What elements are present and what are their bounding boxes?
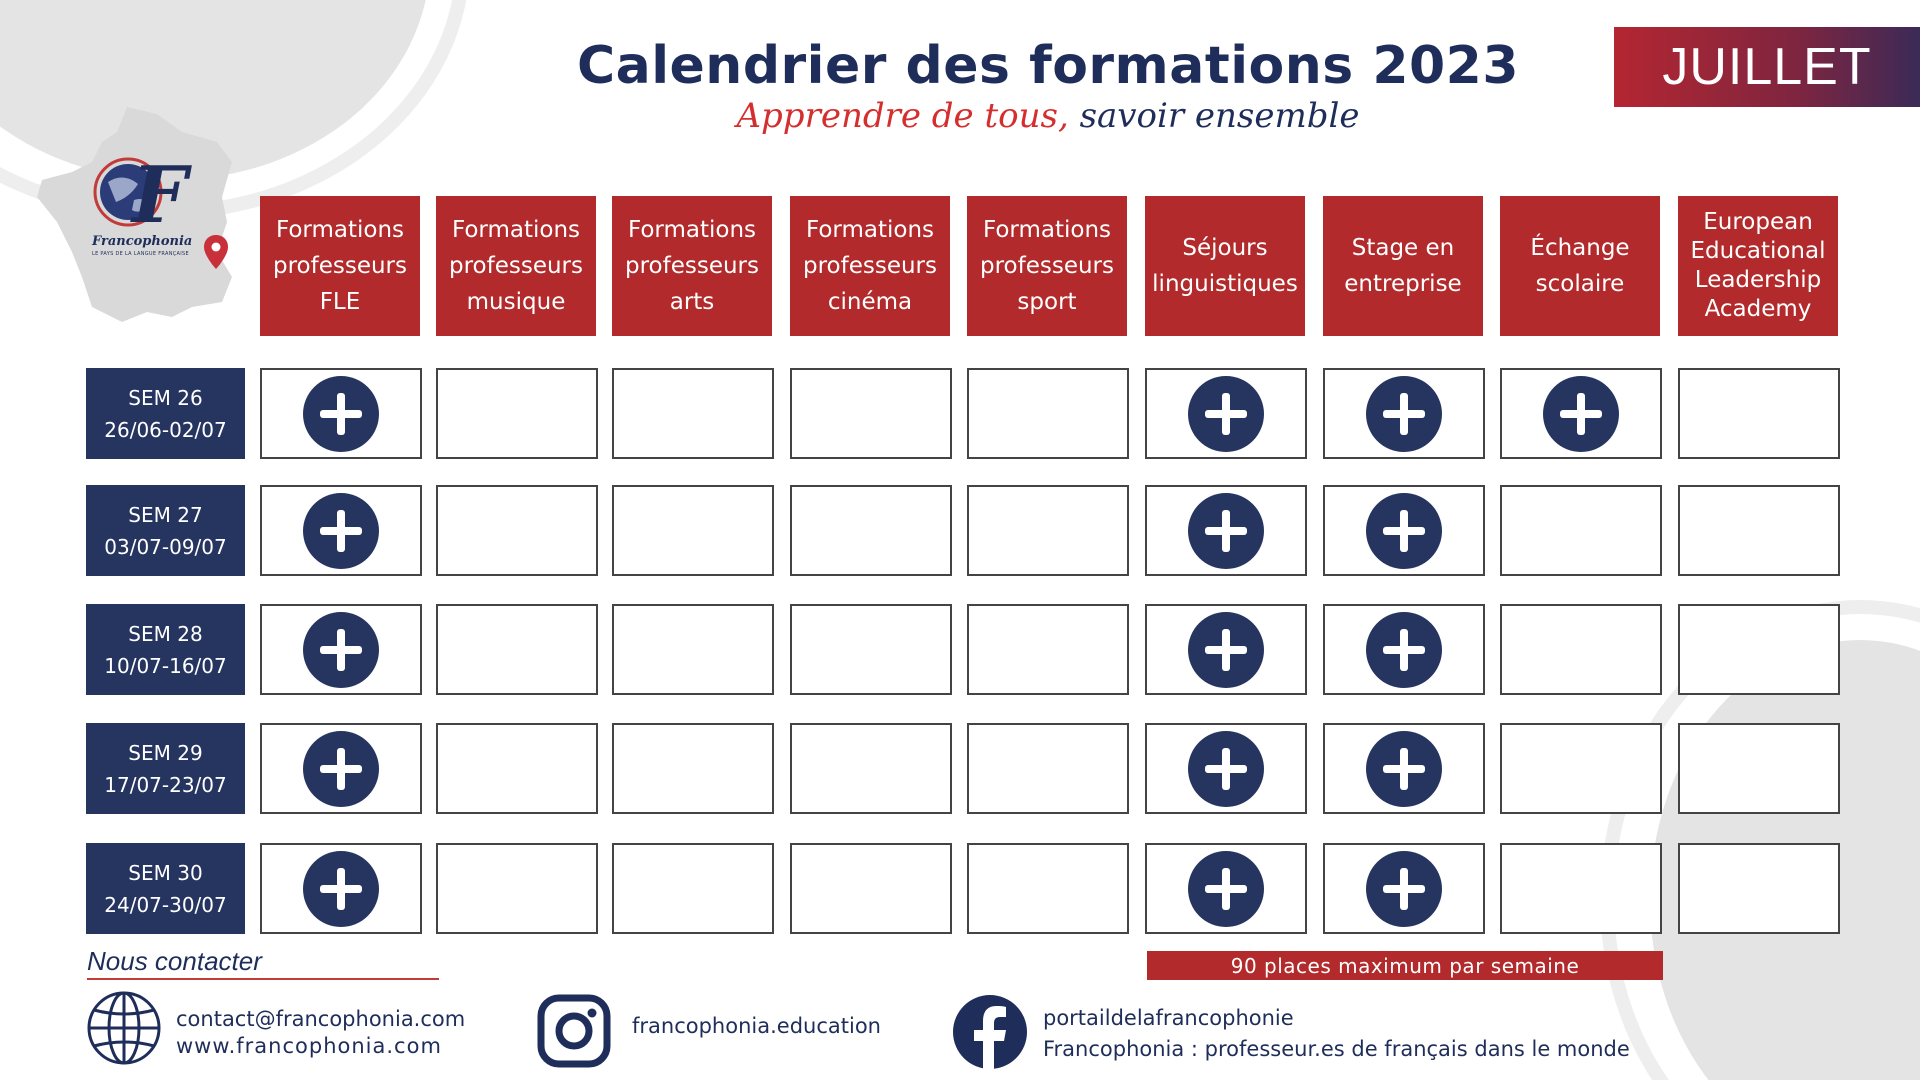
calendar-cell [790, 368, 952, 459]
calendar-cell [612, 604, 774, 695]
calendar-cell [612, 723, 774, 814]
week-label: SEM 28 [128, 621, 203, 646]
month-badge: JUILLET [1614, 27, 1920, 107]
contact-divider [87, 978, 439, 980]
facebook-icon[interactable] [952, 994, 1028, 1070]
column-header: Formations professeurs musique [436, 196, 596, 336]
calendar-cell [790, 604, 952, 695]
add-plus-icon[interactable] [303, 493, 379, 569]
calendar-cell [436, 723, 598, 814]
week-label: SEM 27 [128, 502, 203, 527]
calendar-cell [1500, 485, 1662, 576]
calendar-cell[interactable] [1323, 723, 1485, 814]
calendar-cell [1678, 604, 1840, 695]
calendar-cell[interactable] [1323, 485, 1485, 576]
add-plus-icon[interactable] [1188, 376, 1264, 452]
week-header [86, 485, 245, 576]
calendar-cell[interactable] [260, 723, 422, 814]
calendar-cell [967, 368, 1129, 459]
calendar-cell [967, 485, 1129, 576]
calendar-cell[interactable] [1500, 368, 1662, 459]
calendar-cell [967, 604, 1129, 695]
week-dates: 03/07-09/07 [104, 534, 227, 559]
calendar-cell [436, 485, 598, 576]
calendar-cell [1678, 843, 1840, 934]
week-header [86, 723, 245, 814]
calendar-cell [967, 843, 1129, 934]
week-label: SEM 29 [128, 740, 203, 765]
calendar-cell[interactable] [1323, 604, 1485, 695]
week-dates: 10/07-16/07 [104, 653, 227, 678]
calendar-cell [612, 843, 774, 934]
add-plus-icon[interactable] [1366, 851, 1442, 927]
calendar-cell[interactable] [260, 368, 422, 459]
calendar-cell[interactable] [1145, 843, 1307, 934]
add-plus-icon[interactable] [1188, 731, 1264, 807]
calendar-cell [1678, 723, 1840, 814]
add-plus-icon[interactable] [1188, 493, 1264, 569]
week-header [86, 604, 245, 695]
contact-website-link[interactable]: www.francophonia.com [176, 1034, 442, 1058]
instagram-icon[interactable] [537, 994, 611, 1068]
calendar-cell [790, 485, 952, 576]
contact-email-link[interactable]: contact@francophonia.com [176, 1007, 466, 1031]
column-header: Formations professeurs sport [967, 196, 1127, 336]
add-plus-icon[interactable] [303, 851, 379, 927]
calendar-cell[interactable] [1145, 485, 1307, 576]
week-header [86, 368, 245, 459]
add-plus-icon[interactable] [1188, 612, 1264, 688]
column-header: Échange scolaire [1500, 196, 1660, 336]
calendar-cell[interactable] [260, 604, 422, 695]
calendar-cell[interactable] [1145, 368, 1307, 459]
calendar-cell [1678, 368, 1840, 459]
column-header: Séjours linguistiques [1145, 196, 1305, 336]
svg-text:F: F [132, 152, 188, 236]
column-header: Formations professeurs arts [612, 196, 772, 336]
page-title: Calendrier des formations 2023 [576, 36, 1520, 96]
week-header [86, 843, 245, 934]
calendar-cell [967, 723, 1129, 814]
facebook-page-link[interactable]: portaildelafrancophonie [1043, 1006, 1294, 1030]
calendar-cell [436, 843, 598, 934]
calendar-cell [1500, 723, 1662, 814]
map-pin-icon [203, 234, 229, 270]
calendar-cell [1678, 485, 1840, 576]
column-header: Formations professeurs cinéma [790, 196, 950, 336]
calendar-cell[interactable] [1323, 368, 1485, 459]
add-plus-icon[interactable] [1366, 493, 1442, 569]
week-dates: 24/07-30/07 [104, 892, 227, 917]
calendar-cell[interactable] [260, 485, 422, 576]
add-plus-icon[interactable] [1366, 731, 1442, 807]
logo-name: Francophonia [92, 234, 193, 249]
calendar-cell [790, 843, 952, 934]
week-label: SEM 26 [128, 385, 203, 410]
add-plus-icon[interactable] [1188, 851, 1264, 927]
column-header: Stage en entreprise [1323, 196, 1483, 336]
calendar-cell [790, 723, 952, 814]
calendar-cell [612, 485, 774, 576]
logo-tagline: LE PAYS DE LA LANGUE FRANÇAISE [92, 251, 189, 257]
add-plus-icon[interactable] [303, 376, 379, 452]
instagram-handle-link[interactable]: francophonia.education [632, 1014, 881, 1038]
subtitle-red: Apprendre de tous, [736, 96, 1069, 136]
francophonia-logo [88, 152, 198, 236]
calendar-cell [436, 368, 598, 459]
week-label: SEM 30 [128, 860, 203, 885]
capacity-note: 90 places maximum par semaine [1147, 951, 1663, 980]
globe-icon [86, 990, 162, 1066]
add-plus-icon[interactable] [1366, 612, 1442, 688]
week-dates: 17/07-23/07 [104, 772, 227, 797]
week-dates: 26/06-02/07 [104, 417, 227, 442]
add-plus-icon[interactable] [303, 731, 379, 807]
add-plus-icon[interactable] [1543, 376, 1619, 452]
calendar-cell[interactable] [260, 843, 422, 934]
calendar-cell [1500, 604, 1662, 695]
subtitle-blue: savoir ensemble [1068, 96, 1360, 136]
calendar-cell [612, 368, 774, 459]
facebook-group-link[interactable]: Francophonia : professeur.es de français dans le monde [1043, 1037, 1630, 1061]
calendar-cell [1500, 843, 1662, 934]
calendar-cell[interactable] [1145, 604, 1307, 695]
calendar-cell[interactable] [1323, 843, 1485, 934]
calendar-cell[interactable] [1145, 723, 1307, 814]
calendar-cell [436, 604, 598, 695]
contact-heading: Nous contacter [87, 946, 262, 976]
add-plus-icon[interactable] [303, 612, 379, 688]
column-header: Formations professeurs FLE [260, 196, 420, 336]
add-plus-icon[interactable] [1366, 376, 1442, 452]
column-header: European Educational Leadership Academy [1678, 196, 1838, 336]
